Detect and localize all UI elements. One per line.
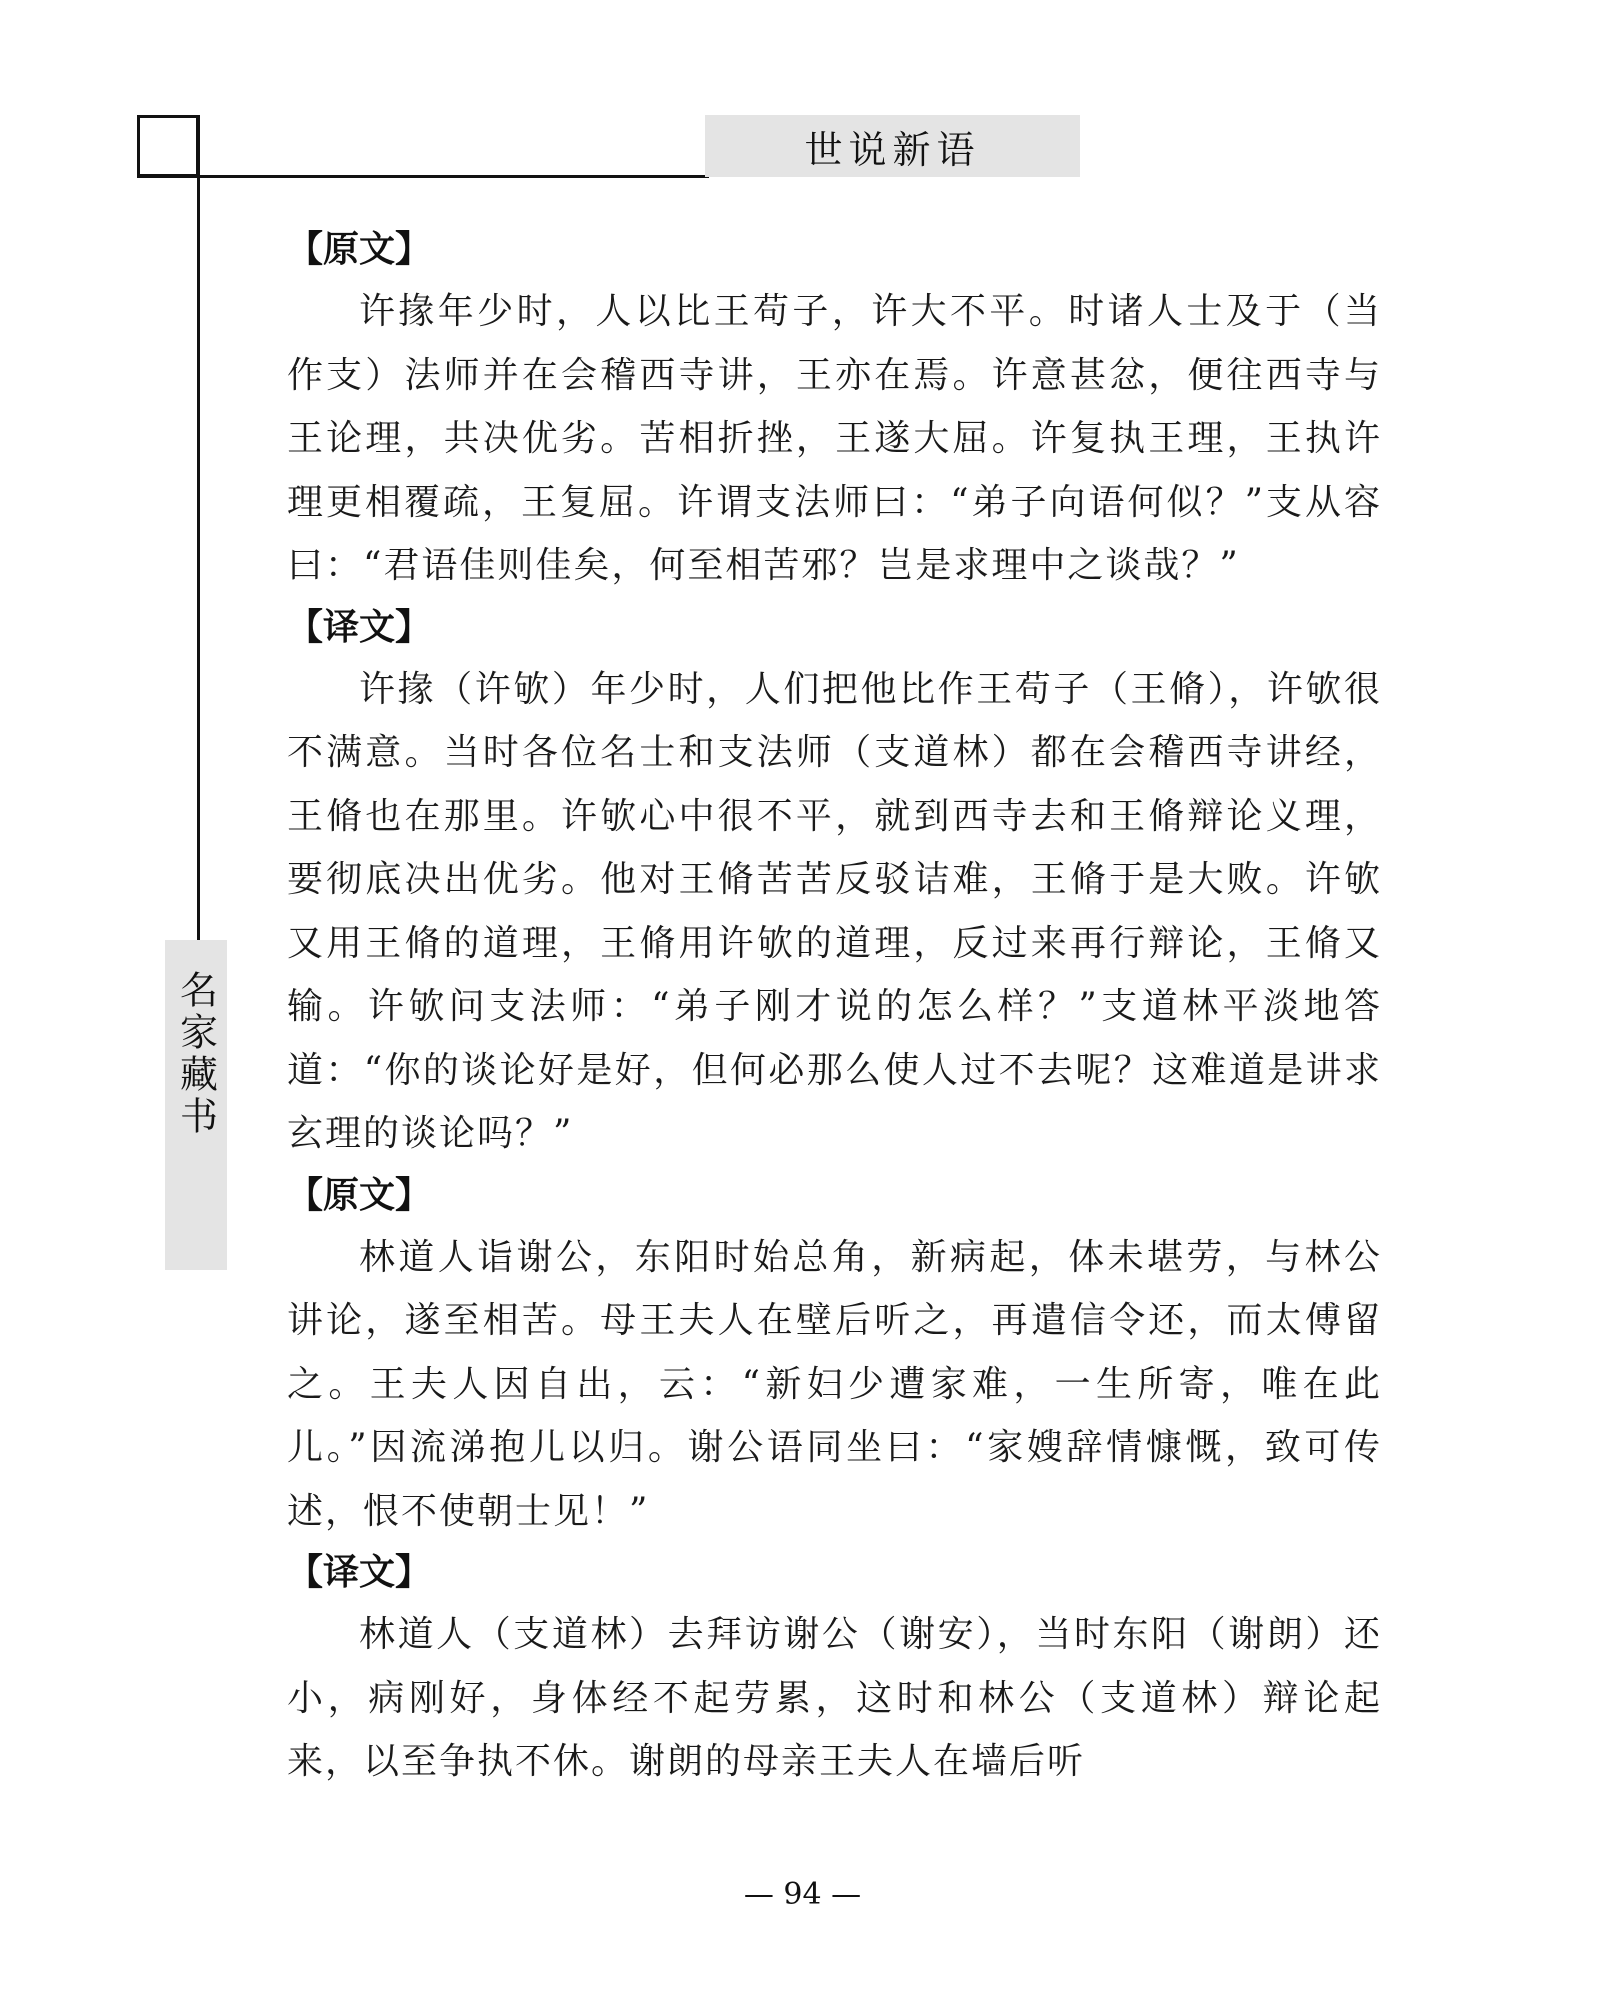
section-paragraph: 林道人（支道林）去拜访谢公（谢安），当时东阳（谢朗）还小，病刚好，身体经不起劳累，这时和林公（支道林）辩论起来，以至争执不休。谢朗的母亲王夫人在墙后听	[287, 1614, 1382, 1782]
page-number: — 94 —	[743, 1877, 862, 1912]
section-paragraph: 许掾（许欨）年少时，人们把他比作王苟子（王脩），许欨很不满意。当时各位名士和支法师（支道林）都在会稽西寺讲经，王脩也在那里。许欨心中很不平，就到西寺去和王脩辩论义理，要彻底决出优劣。他对王脩苦苦反驳诘难，王脩于是大败。许欨又用王脩的道理，王脩用许欨的道理，反过来再行辩论，王脩又输。许欨问支法师：“弟子刚才说的怎么样？”支道林平淡地答道：“你的谈论好是好，但何必那么使人过不去呢？这难道是讲求玄理的谈论吗？”	[287, 668, 1382, 1154]
section-heading: 【原文】	[287, 1174, 432, 1216]
section-translation-2	[287, 1543, 1382, 1794]
margin-vertical-rule	[197, 115, 200, 945]
section-original-2	[287, 1166, 1382, 1544]
section-original-1	[287, 220, 1382, 598]
header-rule	[137, 175, 709, 178]
page-content	[287, 220, 1382, 1794]
book-title: 世说新语	[804, 127, 981, 172]
header-corner-box	[137, 115, 199, 177]
side-tab	[165, 940, 227, 1270]
section-heading: 【原文】	[287, 229, 432, 270]
book-title-band	[705, 115, 1080, 177]
section-translation-1	[287, 598, 1382, 1166]
section-paragraph: 林道人诣谢公，东阳时始总角，新病起，体未堪劳，与林公讲论，遂至相苦。母王夫人在壁后听之，再遣信令还，而太傅留之。王夫人因自出，云：“新妇少遭家难，一生所寄，唯在此儿。”因流涕抱儿以归。谢公语同坐曰：“家嫂辞情慷慨，致可传述，恨不使朝士见！”	[287, 1236, 1382, 1532]
section-heading: 【译文】	[287, 606, 432, 648]
section-heading: 【译文】	[287, 1552, 432, 1593]
section-paragraph: 许掾年少时，人以比王苟子，许大不平。时诸人士及于（当作支）法师并在会稽西寺讲，王亦在焉。许意甚忿，便往西寺与王论理，共决优劣。苦相折挫，王遂大屈。许复执王理，王执许理更相覆疏，王复屈。许谓支法师曰：“弟子向语何似？”支从容曰：“君语佳则佳矣，何至相苦邪？岂是求理中之谈哉？”	[287, 291, 1382, 586]
side-tab-label: 名家藏书	[173, 970, 218, 1138]
